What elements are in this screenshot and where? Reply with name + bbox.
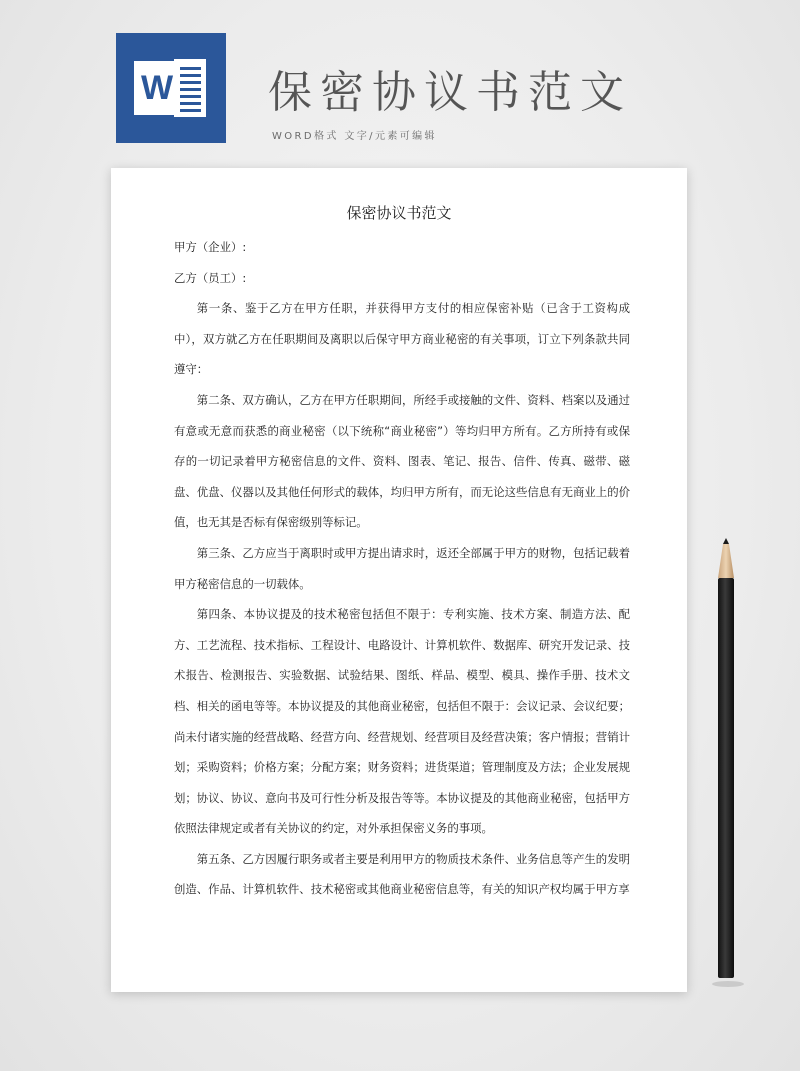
clause-3: 第三条、乙方应当于离职时或甲方提出请求时，返还全部属于甲方的财物，包括记载着甲方秘密信息的一切载体。 bbox=[174, 545, 630, 591]
document-body bbox=[174, 232, 630, 905]
document-page bbox=[111, 168, 687, 992]
page-title: 保密协议书范文 bbox=[268, 67, 632, 118]
party-a-line: 甲方（企业）: bbox=[174, 240, 247, 254]
word-letter-box bbox=[134, 61, 180, 115]
clause-5: 第五条、乙方因履行职务或者主要是利用甲方的物质技术条件、业务信息等产生的发明创造、作品、计算机软件、技术秘密或其他商业秘密信息等，有关的知识产权均属于甲方享 bbox=[174, 851, 630, 897]
document-title: 保密协议书范文 bbox=[346, 204, 452, 222]
word-icon bbox=[116, 33, 226, 143]
page-subtitle: WORD格式 文字/元素可编辑 bbox=[272, 131, 437, 142]
clause-2: 第二条、双方确认，乙方在甲方任职期间，所经手或接触的文件、资料、档案以及通过有意或无意而获悉的商业秘密（以下统称“商业秘密”）等均归甲方所有。乙方所持有或保存的一切记录着甲方秘密信息的文件、资料、图表、笔记、报告、信件、传真、磁带、磁盘、优盘、仪器以及其他任何形式的载体，均归甲方所有，而无论这些信息有无商业上的价值，也无其是否标有保密级别等标记。 bbox=[174, 392, 630, 530]
word-letter: W bbox=[140, 69, 174, 107]
pencil-icon bbox=[706, 538, 746, 988]
clause-1: 第一条、鉴于乙方在甲方任职，并获得甲方支付的相应保密补贴（已含于工资构成中），双方就乙方在任职期间及离职以后保守甲方商业秘密的有关事项，订立下列条款共同遵守： bbox=[174, 301, 630, 377]
party-b-line: 乙方（员工）: bbox=[174, 270, 247, 285]
clause-4: 第四条、本协议提及的技术秘密包括但不限于：专利实施、技术方案、制造方法、配方、工艺流程、技术指标、工程设计、电路设计、计算机软件、数据库、研究开发记录、技术报告、检测报告、实验数据、试验结果、图纸、样品、模型、模具、操作手册、技术文档、相关的函电等等。本协议提及的其他商业秘密，包括但不限于：会议记录、会议纪要；尚未付诸实施的经营战略、经营方向、经营规划、经营项目及经营决策；客户情报；营销计划；采购资料；价格方案；分配方案；财务资料；进货渠道；管理制度及方法；企业发展规划；协议、协议、意向书及可行性分析及报告等等。本协议提及的其他商业秘密，包括甲方依照法律规定或者有关协议的约定，对外承担保密义务的事项。 bbox=[174, 607, 630, 836]
